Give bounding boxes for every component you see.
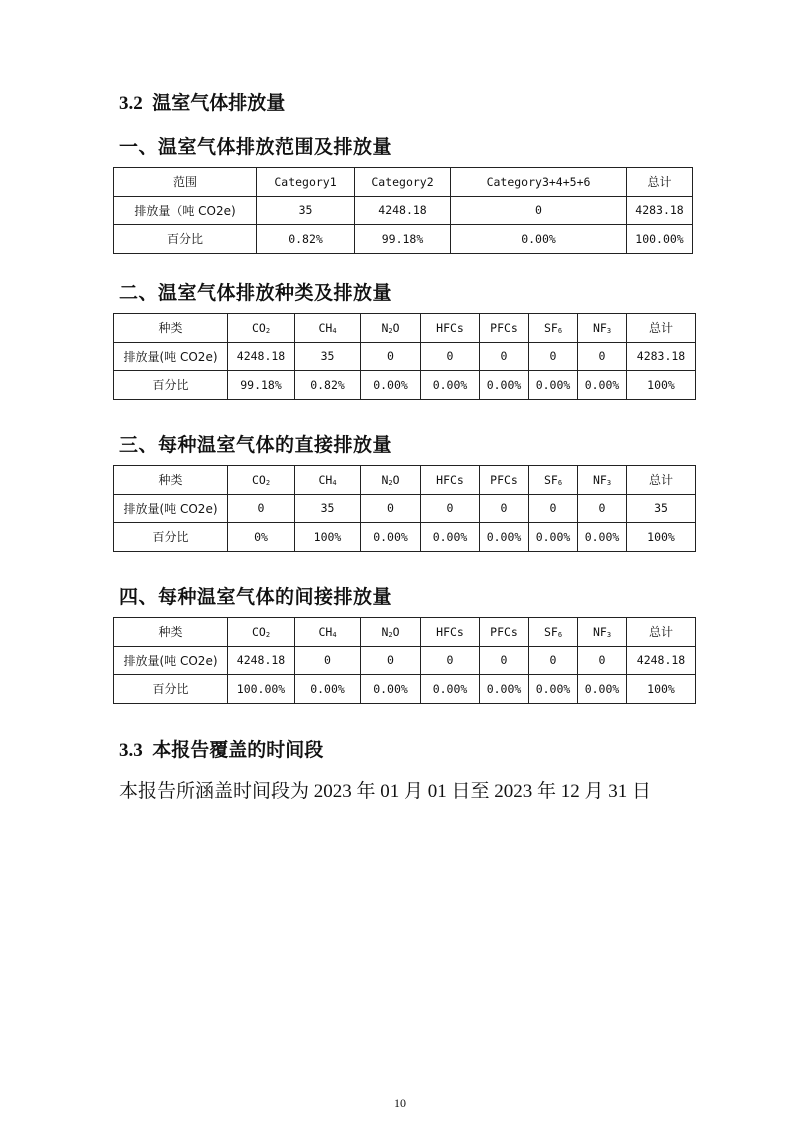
cell: 0 [451, 196, 627, 225]
col-header-sf6: $SF_6$ [529, 314, 578, 343]
cell: 35 [295, 494, 361, 523]
col-header-co2: $CO_2$ [228, 618, 295, 647]
cell: 0.00% [529, 371, 578, 400]
cell: 4283.18 [627, 196, 693, 225]
cell: 4248.18 [228, 646, 295, 675]
col-header-n2o: $N_2O$ [361, 618, 421, 647]
cell: 0.00% [480, 523, 529, 552]
scope-emissions-table [113, 167, 693, 254]
cell: 4248.18 [355, 196, 451, 225]
cell: 0 [361, 494, 421, 523]
table-row [114, 675, 696, 704]
indirect-emissions-table [113, 617, 696, 704]
cell: 4283.18 [627, 342, 696, 371]
cell: 100% [627, 675, 696, 704]
col-header-total: 总计 [627, 314, 696, 343]
col-header-ch4: $CH_4$ [295, 466, 361, 495]
cell: 0% [228, 523, 295, 552]
cell: 100.00% [627, 225, 693, 254]
cell: 0.00% [451, 225, 627, 254]
cell: 99.18% [228, 371, 295, 400]
table-row [114, 225, 693, 254]
col-header-pfcs: PFCs [480, 314, 529, 343]
cell: 0.00% [421, 675, 480, 704]
cell: 0 [578, 494, 627, 523]
cell: 0 [529, 646, 578, 675]
cell: 0 [421, 342, 480, 371]
cell: 0.00% [578, 371, 627, 400]
col-header-sf6: $SF_6$ [529, 618, 578, 647]
cell: 0.00% [529, 675, 578, 704]
row-label: 百分比 [114, 371, 228, 400]
cell: 4248.18 [627, 646, 696, 675]
col-header-sf6: $SF_6$ [529, 466, 578, 495]
col-header: Category3+4+5+6 [451, 168, 627, 197]
col-header-ch4: $CH_4$ [295, 314, 361, 343]
table4-heading: 四、每种温室气体的间接排放量 [119, 586, 393, 608]
page-number: 10 [394, 1096, 406, 1110]
table-row [114, 523, 696, 552]
table-row [114, 494, 696, 523]
cell: 0.82% [295, 371, 361, 400]
cell: 0.00% [361, 523, 421, 552]
cell: 0 [578, 342, 627, 371]
section-number: 3.3 [119, 740, 143, 761]
cell: 100% [627, 371, 696, 400]
cell: 0 [480, 646, 529, 675]
col-header-nf3: $NF_3$ [578, 314, 627, 343]
cell: 99.18% [355, 225, 451, 254]
cell: 0.00% [578, 523, 627, 552]
cell: 0.00% [361, 675, 421, 704]
table1-heading: 一、温室气体排放范围及排放量 [119, 136, 393, 158]
cell: 0 [421, 646, 480, 675]
col-header-ch4: $CH_4$ [295, 618, 361, 647]
col-header-n2o: $N_2O$ [361, 466, 421, 495]
table-row [114, 196, 693, 225]
cell: 0.00% [529, 523, 578, 552]
cell: 0 [529, 342, 578, 371]
col-header-total: 总计 [627, 618, 696, 647]
cell: 0 [295, 646, 361, 675]
row-label: 排放量(吨 CO2e) [114, 342, 228, 371]
table-row [114, 646, 696, 675]
cell: 0 [421, 494, 480, 523]
row-label: 排放量(吨 CO2e) [114, 646, 228, 675]
section-heading-3-3 [119, 735, 323, 762]
table3-heading: 三、每种温室气体的直接排放量 [119, 434, 393, 456]
reporting-period-text: 本报告所涵盖时间段为 2023 年 01 月 01 日至 2023 年 12 月 31 日 [119, 781, 652, 802]
row-label: 百分比 [114, 523, 228, 552]
cell: 0 [480, 342, 529, 371]
col-header-co2: $CO_2$ [228, 314, 295, 343]
col-header: Category2 [355, 168, 451, 197]
col-header-pfcs: PFCs [480, 466, 529, 495]
table-header-row [114, 168, 693, 197]
cell: 0 [228, 494, 295, 523]
col-header: 总计 [627, 168, 693, 197]
section-title: 本报告覆盖的时间段 [152, 739, 324, 761]
col-header-hfcs: HFCs [421, 466, 480, 495]
cell: 100.00% [228, 675, 295, 704]
cell: 0.00% [295, 675, 361, 704]
cell: 4248.18 [228, 342, 295, 371]
table-header-row [114, 466, 696, 495]
col-header: 种类 [114, 314, 228, 343]
row-label: 排放量(吨 CO2e) [114, 494, 228, 523]
table-header-row [114, 618, 696, 647]
col-header-total: 总计 [627, 466, 696, 495]
cell: 0 [361, 342, 421, 371]
cell: 100% [627, 523, 696, 552]
cell: 35 [257, 196, 355, 225]
cell: 0.00% [480, 675, 529, 704]
cell: 0.00% [480, 371, 529, 400]
section-number: 3.2 [119, 93, 143, 114]
col-header-pfcs: PFCs [480, 618, 529, 647]
col-header: 范围 [114, 168, 257, 197]
col-header: 种类 [114, 466, 228, 495]
cell: 35 [627, 494, 696, 523]
cell: 0.00% [361, 371, 421, 400]
table-header-row [114, 314, 696, 343]
cell: 0.82% [257, 225, 355, 254]
cell: 0.00% [578, 675, 627, 704]
cell: 0.00% [421, 523, 480, 552]
row-label: 排放量（吨 CO2e) [114, 196, 257, 225]
col-header-co2: $CO_2$ [228, 466, 295, 495]
cell: 0 [480, 494, 529, 523]
cell: 0.00% [421, 371, 480, 400]
row-label: 百分比 [114, 675, 228, 704]
table2-heading: 二、温室气体排放种类及排放量 [119, 282, 393, 304]
section-title: 温室气体排放量 [152, 92, 286, 114]
col-header-n2o: $N_2O$ [361, 314, 421, 343]
col-header-hfcs: HFCs [421, 618, 480, 647]
row-label: 百分比 [114, 225, 257, 254]
section-heading-3-2 [119, 88, 285, 115]
table-row [114, 371, 696, 400]
col-header: Category1 [257, 168, 355, 197]
col-header-hfcs: HFCs [421, 314, 480, 343]
table-row [114, 342, 696, 371]
cell: 35 [295, 342, 361, 371]
gas-type-emissions-table [113, 313, 696, 400]
cell: 100% [295, 523, 361, 552]
col-header-nf3: $NF_3$ [578, 466, 627, 495]
cell: 0 [578, 646, 627, 675]
cell: 0 [529, 494, 578, 523]
col-header: 种类 [114, 618, 228, 647]
direct-emissions-table [113, 465, 696, 552]
cell: 0 [361, 646, 421, 675]
col-header-nf3: $NF_3$ [578, 618, 627, 647]
